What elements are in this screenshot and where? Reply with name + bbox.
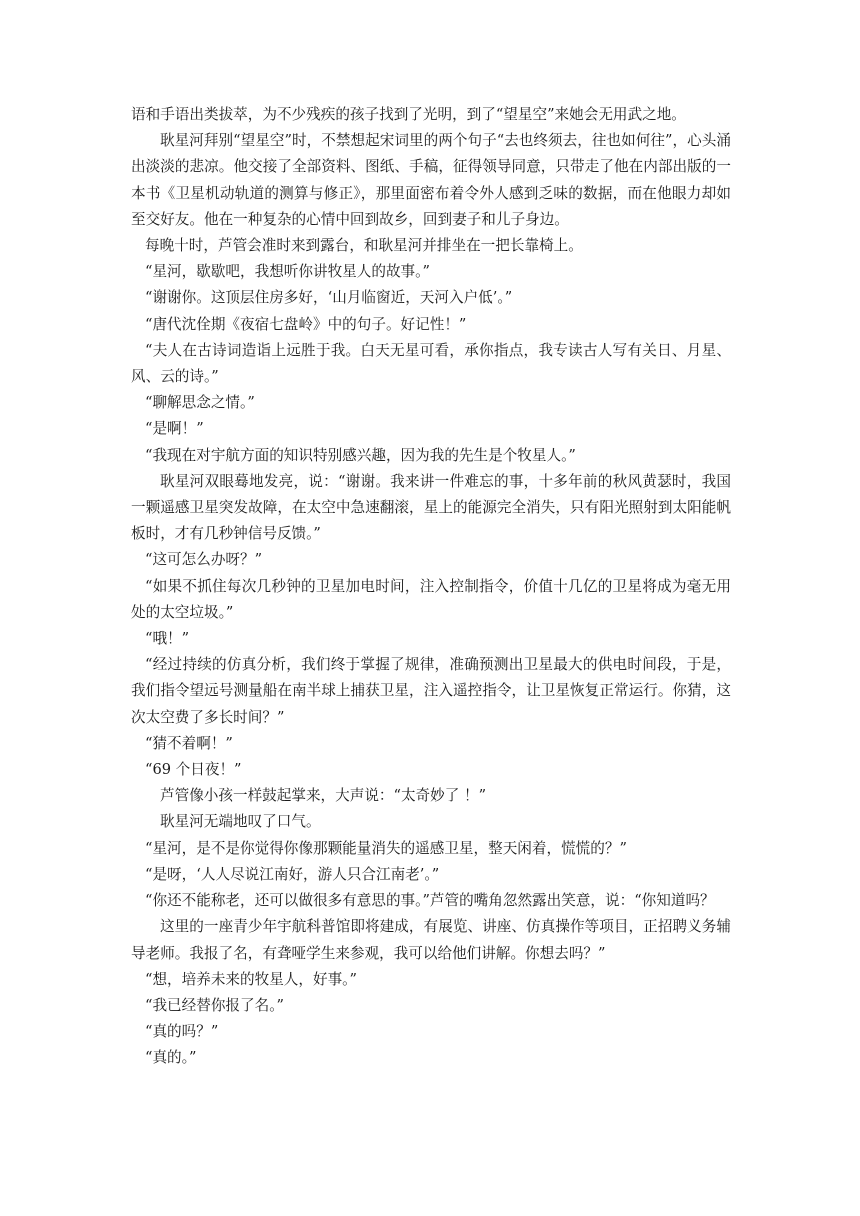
- paragraph: “我现在对宇航方面的知识特别感兴趣，因为我的先生是个牧星人。”: [145, 446, 576, 464]
- paragraph: “如果不抓住每次几秒钟的卫星加电时间，注入控制指令，价值十几亿的卫星将成为毫无用处的太空垃圾。”: [131, 577, 731, 621]
- paragraph: “真的。”: [145, 1049, 197, 1067]
- paragraph: “是呀，‘人人尽说江南好，游人只合江南老’。”: [145, 865, 440, 883]
- paragraph: “猜不着啊！”: [145, 734, 233, 752]
- paragraph: “唐代沈佺期《夜宿七盘岭》中的句子。好记性！”: [145, 315, 467, 333]
- paragraph: “哦！”: [145, 630, 190, 648]
- paragraph: “我已经替你报了名。”: [145, 996, 284, 1014]
- paragraph: 耿星河无端地叹了口气。: [160, 813, 321, 831]
- paragraph: 芦管像小孩一样鼓起掌来，大声说：“太奇妙了 ！”: [160, 787, 487, 805]
- paragraph: “69 个日夜！”: [145, 761, 242, 779]
- paragraph: “谢谢你。这顶层住房多好，‘山月临窗近，天河入户低’。”: [145, 289, 513, 307]
- paragraph: “想，培养未来的牧星人，好事。”: [145, 970, 357, 988]
- paragraph: 耿星河双眼蓦地发亮，说：“谢谢。我来讲一件难忘的事，十多年前的秋风黄瑟时，我国一颗遥感卫星突发故障，在太空中急速翻滚，星上的能源完全消失，只有阳光照射到太阳能帆板时，才有几秒钟信号反馈。”: [131, 472, 731, 543]
- paragraph: 耿星河拜别“望星空”时，不禁想起宋词里的两个句子“去也终须去，往也如何往”，心头涌出淡淡的悲凉。他交接了全部资料、图纸、手稿，征得领导同意，只带走了他在内部出版的一本书《卫星机动轨道的测算与修正》，那里面密布着令外人感到乏味的数据，而在他眼力却如至交好友。他在一种复杂的心情中回到故乡，回到妻子和儿子身边。: [131, 132, 731, 228]
- paragraph: “夫人在古诗词造诣上远胜于我。白天无星可看，承你指点，我专读古人写有关日、月星、风、云的诗。”: [131, 341, 731, 386]
- paragraph: “你还不能称老，还可以做很多有意思的事。”芦管的嘴角忽然露出笑意，说：“你知道吗？: [145, 892, 715, 910]
- paragraph: “这可怎么办呀？”: [145, 551, 263, 569]
- paragraph: 语和手语出类拔萃，为不少残疾的孩子找到了光明，到了“望星空”来她会无用武之地。: [131, 106, 686, 123]
- paragraph: “经过持续的仿真分析，我们终于掌握了规律，准确预测出卫星最大的供电时间段，于是，我们指令望远号测量船在南半球上捕获卫星，注入遥控指令，让卫星恢复正常运行。你猜，这次太空费了多长时间？”: [131, 656, 731, 726]
- paragraph: “聊解思念之情。”: [145, 394, 255, 412]
- paragraph: “真的吗？”: [145, 1023, 219, 1041]
- paragraph: “是啊！”: [145, 420, 204, 438]
- article-body: [131, 102, 731, 1072]
- paragraph: 这里的一座青少年宇航科普馆即将建成，有展览、讲座、仿真操作等项目，正招聘义务辅导老师。我报了名，有聋哑学生来参观，我可以给他们讲解。你想去吗？”: [131, 918, 731, 962]
- paragraph: 每晚十时，芦管会准时来到露台，和耿星河并排坐在一把长靠椅上。: [145, 237, 583, 255]
- paragraph: “星河，是不是你觉得你像那颗能量消失的遥感卫星，整天闲着，慌慌的？”: [145, 839, 627, 857]
- paragraph: “星河，歇歇吧，我想听你讲牧星人的故事。”: [145, 263, 430, 281]
